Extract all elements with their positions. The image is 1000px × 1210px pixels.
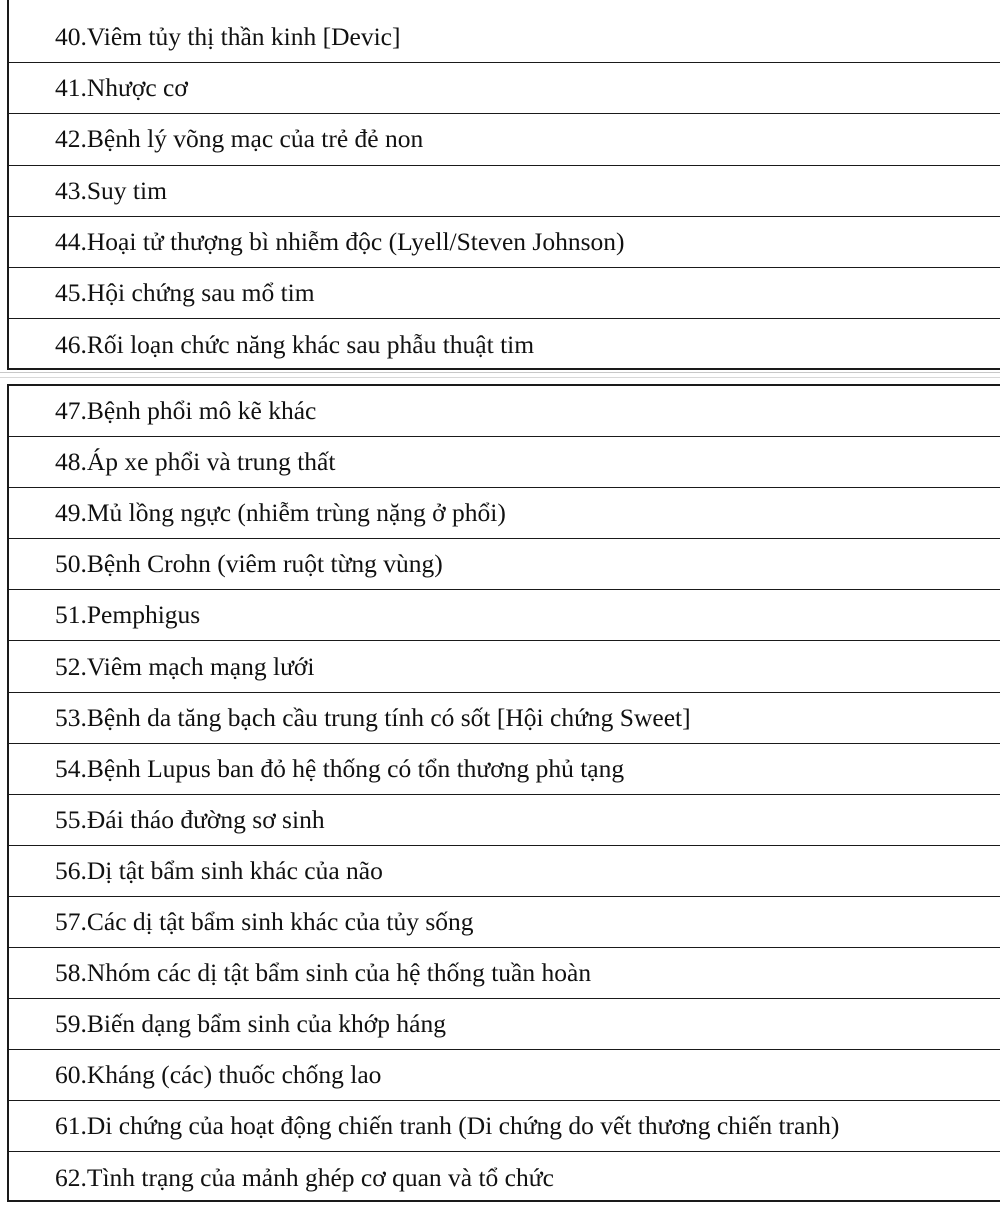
list-item: 62.Tình trạng của mảnh ghép cơ quan và tổ chức bbox=[55, 1162, 554, 1192]
list-item: 52.Viêm mạch mạng lưới bbox=[9, 641, 1000, 692]
list-item: 57.Các dị tật bẩm sinh khác của tủy sống bbox=[9, 897, 1000, 948]
list-item: 60.Kháng (các) thuốc chống lao bbox=[9, 1050, 1000, 1101]
list-item: 53.Bệnh da tăng bạch cầu trung tính có sốt [Hội chứng Sweet] bbox=[9, 693, 1000, 744]
list-item: 61.Di chứng của hoạt động chiến tranh (Di chứng do vết thương chiến tranh) bbox=[9, 1101, 1000, 1152]
list-item: 40.Viêm tủy thị thần kinh [Devic] bbox=[9, 0, 1000, 63]
list-item: 47.Bệnh phổi mô kẽ khác bbox=[9, 386, 1000, 437]
list-item: 41.Nhược cơ bbox=[9, 63, 1000, 114]
list-item: 43.Suy tim bbox=[9, 166, 1000, 217]
list-item: 51.Pemphigus bbox=[9, 590, 1000, 641]
list-item: 42.Bệnh lý võng mạc của trẻ đẻ non bbox=[9, 114, 1000, 165]
list-item: 50.Bệnh Crohn (viêm ruột từng vùng) bbox=[9, 539, 1000, 590]
disease-list-table-bottom bbox=[7, 384, 1000, 1202]
disease-list-table-top bbox=[7, 0, 1000, 370]
list-item: 49.Mủ lồng ngực (nhiễm trùng nặng ở phổi) bbox=[9, 488, 1000, 539]
list-item: 54.Bệnh Lupus ban đỏ hệ thống có tổn thương phủ tạng bbox=[9, 744, 1000, 795]
list-item: 58.Nhóm các dị tật bẩm sinh của hệ thống tuần hoàn bbox=[9, 948, 1000, 999]
page-break-divider bbox=[0, 372, 1000, 378]
list-item: 46.Rối loạn chức năng khác sau phẫu thuật tim bbox=[55, 330, 535, 360]
list-item: 59.Biến dạng bẩm sinh của khớp háng bbox=[9, 999, 1000, 1050]
list-item: 48.Áp xe phổi và trung thất bbox=[9, 437, 1000, 488]
list-item: 44.Hoại tử thượng bì nhiễm độc (Lyell/Steven Johnson) bbox=[9, 217, 1000, 268]
list-item: 45.Hội chứng sau mổ tim bbox=[9, 268, 1000, 319]
list-item: 55.Đái tháo đường sơ sinh bbox=[9, 795, 1000, 846]
list-item: 56.Dị tật bẩm sinh khác của não bbox=[9, 846, 1000, 897]
